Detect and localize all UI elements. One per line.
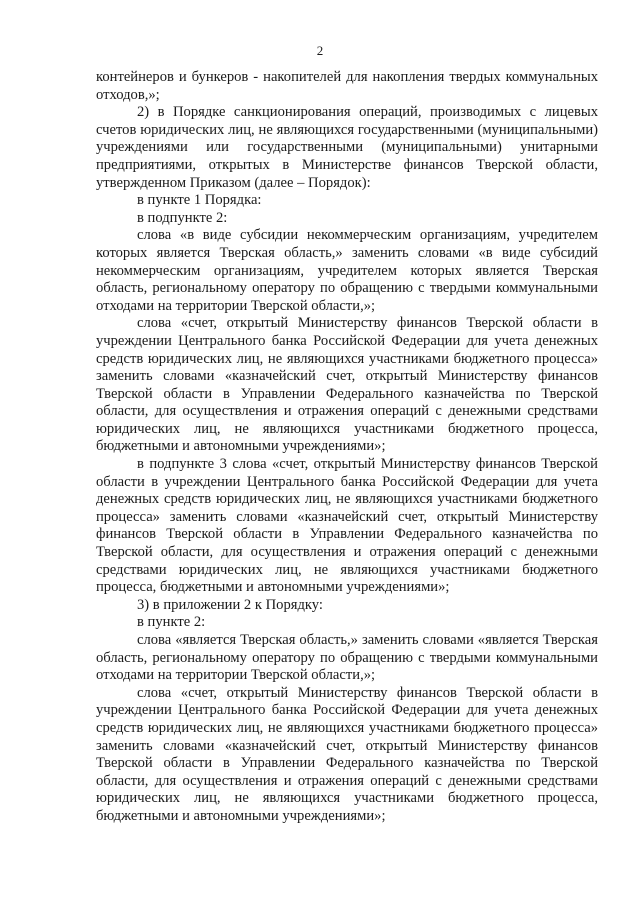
paragraph-10: слова «является Тверская область,» заменить словами «является Тверская область, региональному оператору по обращению с твердыми коммунальными отходами на территории Тверской области,»; [96, 632, 598, 684]
paragraph-2: 2) в Порядке санкционирования операций, производимых с лицевых счетов юридических лиц, не являющихся государственными (муниципальными) учреждениями или государственными (муниципальными) унитарными предприятиями, открытых в Министерстве финансов Тверской области, утвержденном Приказом (далее – Порядок): [96, 104, 598, 191]
paragraph-3: в пункте 1 Порядка: [137, 192, 262, 209]
paragraph-5: слова «в виде субсидии некоммерческим организациям, учредителем которых является Тверская область,» заменить словами «в виде субсидий некоммерческим организациям, учредителем которых является Тверская область, региональному оператору по обращению с твердыми коммунальными отходами на территории Тверской области,»; [96, 227, 598, 314]
paragraph-7: в подпункте 3 слова «счет, открытый Министерству финансов Тверской области в учреждении Центрального банка Российской Федерации для учета денежных средств юридических лиц, не являющихся участниками бюджетного процесса» заменить словами «казначейский счет, открытый Министерству финансов Тверской области в Управлении Федерального казначейства по Тверской области, для осуществления и отражения операций с денежными средствами юридических лиц, не являющихся участниками бюджетного процесса, бюджетными и автономными учреждениями»; [96, 456, 598, 596]
paragraph-1: контейнеров и бункеров - накопителей для накопления твердых коммунальных отходов,»; [96, 69, 598, 103]
paragraph-11: слова «счет, открытый Министерству финансов Тверской области в учреждении Центрального банка Российской Федерации для учета денежных средств юридических лиц, не являющихся участниками бюджетного процесса» заменить словами «казначейский счет, открытый Министерству финансов Тверской области в Управлении Федерального казначейства по Тверской области, для осуществления и отражения операций с денежными средствами юридических лиц, не являющихся участниками бюджетного процесса, бюджетными и автономными учреждениями»; [96, 684, 598, 824]
paragraph-9: в пункте 2: [137, 614, 206, 631]
paragraph-4: в подпункте 2: [137, 209, 228, 226]
page-number: 2 [316, 43, 324, 58]
paragraph-6: слова «счет, открытый Министерству финансов Тверской области в учреждении Центрального банка Российской Федерации для учета денежных средств юридических лиц, не являющихся участниками бюджетного процесса» заменить словами «казначейский счет, открытый Министерству финансов Тверской области в Управлении Федерального казначейства по Тверской области, для осуществления и отражения операций с денежными средствами юридических лиц, не являющихся участниками бюджетного процесса, бюджетными и автономными учреждениями»; [96, 315, 598, 455]
paragraph-8: 3) в приложении 2 к Порядку: [137, 596, 323, 613]
document-body [96, 69, 598, 826]
